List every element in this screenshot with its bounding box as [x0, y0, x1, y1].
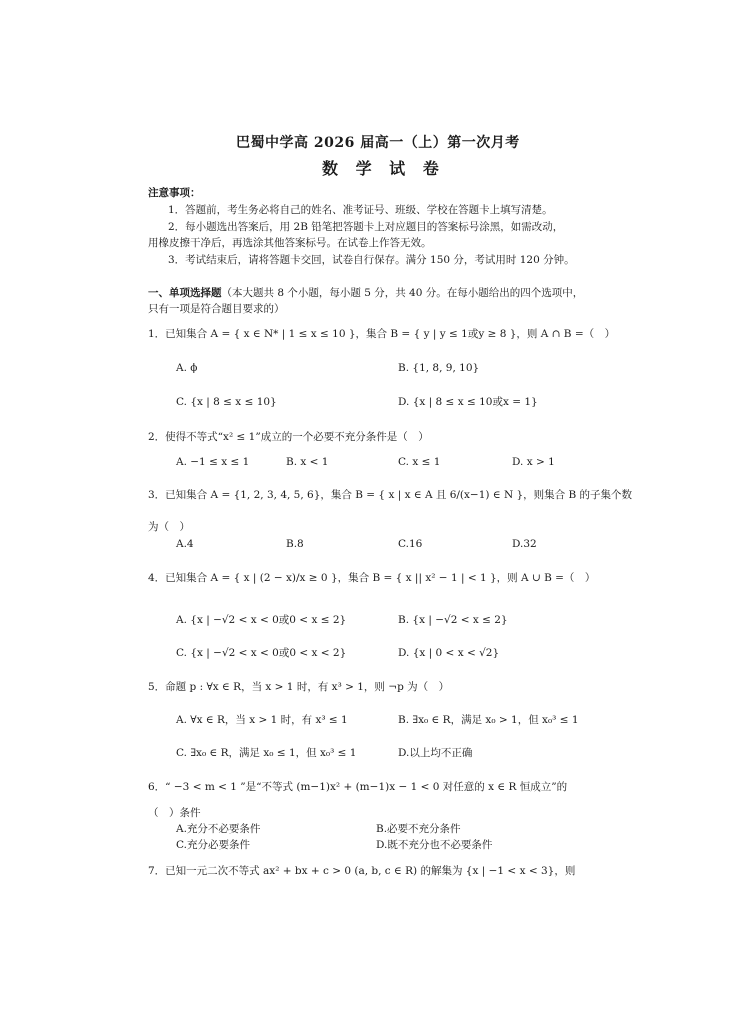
section-desc-2: 只有一项是符合题目要求的） — [148, 303, 285, 315]
question-3-option-d: D.32 — [512, 538, 537, 550]
question-1-option-d: D. {x | 8 ≤ x ≤ 10或x = 1} — [398, 396, 538, 408]
question-2-option-c: C. x ≤ 1 — [398, 456, 441, 468]
question-1-option-b: B. {1, 8, 9, 10} — [398, 362, 480, 374]
exam-title: 巴蜀中学高 2026 届高一（上）第一次月考 — [236, 135, 520, 151]
question-4-option-a: A. {x | −√2 < x < 0或0 < x ≤ 2} — [176, 614, 347, 626]
section-desc-1: （本大题共 8 个小题，每小题 5 分，共 40 分。在每小题给出的四个选项中， — [221, 287, 584, 299]
question-3-stem: 3．已知集合 A = {1, 2, 3, 4, 5, 6}，集合 B = { x | x ∈ A 且 6/(x−1) ∈ N }，则集合 B 的子集个数 — [148, 489, 633, 501]
question-6-option-c: C.充分必要条件 — [176, 839, 250, 851]
section-title: 一、单项选择题 — [148, 287, 222, 299]
question-5-stem: 5．命题 p : ∀x ∈ R，当 x > 1 时，有 x³ > 1，则 ¬p 为（ ） — [148, 681, 450, 693]
notice-heading: 注意事项： — [148, 187, 201, 199]
notice-line-2: 2．每小题选出答案后，用 2B 铅笔把答题卡上对应题目的答案标号涂黑，如需改动， — [168, 221, 564, 233]
question-4-option-b: B. {x | −√2 < x ≤ 2} — [398, 614, 508, 626]
question-6-option-d: D.既不充分也不必要条件 — [376, 839, 493, 851]
question-2-stem: 2．使得不等式“x² ≤ 1”成立的一个必要不充分条件是（ ） — [148, 431, 429, 443]
question-5-option-d: D.以上均不正确 — [398, 747, 473, 759]
question-1-option-a: A. ϕ — [176, 362, 198, 374]
question-5-option-a: A. ∀x ∈ R，当 x > 1 时，有 x³ ≤ 1 — [176, 714, 348, 726]
question-1-option-c: C. {x | 8 ≤ x ≤ 10} — [176, 396, 277, 408]
notice-line-3: 用橡皮擦干净后，再选涂其他答案标号。在试卷上作答无效。 — [148, 237, 432, 249]
question-7-stem: 7．已知一元二次不等式 ax² + bx + c > 0 (a, b, c ∈ R) 的解集为 {x | −1 < x < 3}，则 — [148, 865, 576, 877]
question-2-option-d: D. x > 1 — [512, 456, 555, 468]
question-4-option-d: D. {x | 0 < x < √2} — [398, 647, 500, 659]
question-2-option-b: B. x < 1 — [286, 456, 329, 468]
question-6-option-a: A.充分不必要条件 — [176, 823, 261, 835]
notice-line-1: 1．答题前，考生务必将自己的姓名、准考证号、班级、学校在答题卡上填写清楚。 — [168, 204, 553, 216]
question-3-option-a: A.4 — [176, 538, 194, 550]
question-4-stem: 4．已知集合 A = { x | (2 − x)/x ≥ 0 }，集合 B = { x || x² − 1 | < 1 }，则 A ∪ B =（ ） — [148, 572, 596, 584]
question-4-option-c: C. {x | −√2 < x < 0或0 < x < 2} — [176, 647, 347, 659]
exam-subtitle: 数 学 试 卷 — [322, 159, 445, 178]
notice-line-4: 3．考试结束后，请将答题卡交回，试卷自行保存。满分 150 分，考试用时 120 分钟。 — [168, 254, 575, 266]
question-6-stem: 6．“ −3 < m < 1 ”是“不等式 (m−1)x² + (m−1)x − 1 < 0 对任意的 x ∈ R 恒成立”的 — [148, 781, 568, 793]
question-5-option-b: B. ∃x₀ ∈ R，满足 x₀ > 1，但 x₀³ ≤ 1 — [398, 714, 579, 726]
question-6-stem-cont: （ ）条件 — [148, 807, 201, 819]
question-6-option-b: B.必要不充分条件 — [376, 823, 461, 835]
question-5-option-c: C. ∃x₀ ∈ R，满足 x₀ ≤ 1，但 x₀³ ≤ 1 — [176, 747, 357, 759]
section-heading — [148, 286, 583, 300]
question-3-option-c: C.16 — [398, 538, 423, 550]
question-2-option-a: A. −1 ≤ x ≤ 1 — [176, 456, 250, 468]
question-3-stem-cont: 为（ ） — [148, 521, 190, 533]
question-3-option-b: B.8 — [286, 538, 304, 550]
question-1-stem: 1．已知集合 A = { x ∈ N* | 1 ≤ x ≤ 10 }，集合 B = { y | y ≤ 1或y ≥ 8 }，则 A ∩ B =（ ） — [148, 328, 616, 340]
